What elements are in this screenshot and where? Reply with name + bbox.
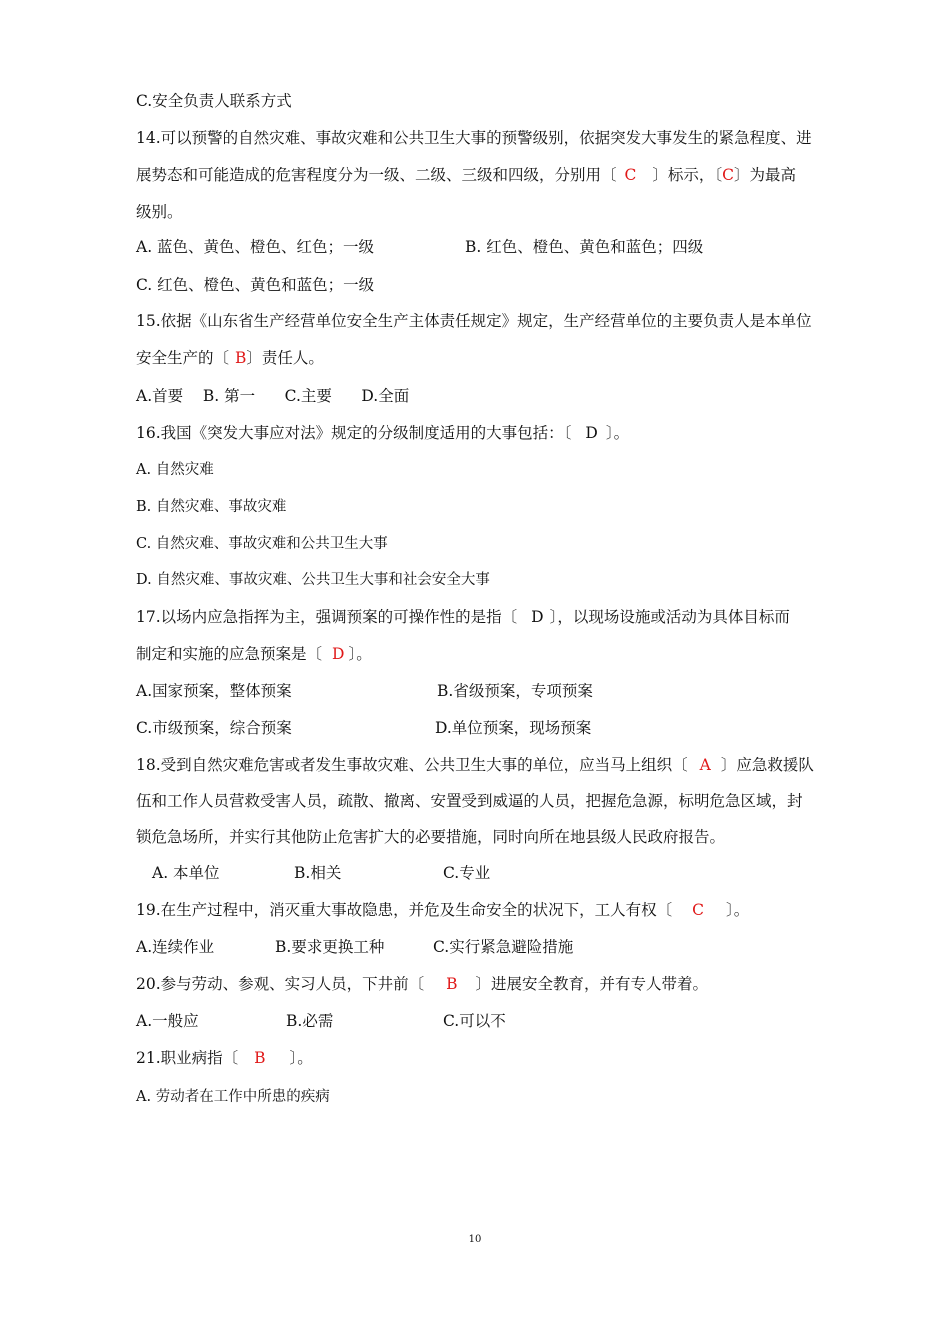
option-a: A.连续作业 [136, 938, 215, 956]
question-17-line-1 [136, 607, 790, 627]
option-c: C. 自然灾难、事故灾难和公共卫生大事 [136, 536, 388, 552]
text-segment: 〕。 [348, 645, 372, 663]
question-14-line-1: 14.可以预警的自然灾难、事故灾难和公共卫生大事的预警级别，依据突发大事发生的紧急程度、进 [136, 129, 812, 147]
answer-mark: B [254, 1049, 266, 1067]
option-b: B.要求更换工种 [275, 938, 385, 956]
answer-mark: C [624, 166, 637, 184]
option-b: B. 自然灾难、事故灾难 [136, 499, 287, 515]
text-segment: 20.参与劳动、参观、实习人员，下井前〔 [136, 975, 425, 993]
question-16-line-1 [136, 423, 629, 443]
answer-mark: C [692, 901, 705, 919]
text-segment: 17.以场内应急指挥为主，强调预案的可操作性的是指〔 [136, 608, 518, 626]
question-20-line-1 [136, 974, 708, 994]
option-line: C.安全负责人联系方式 [136, 92, 292, 110]
option-a: A. 本单位 [152, 864, 220, 882]
option-c: C. 红色、橙色、黄色和蓝色；一级 [136, 276, 375, 294]
answer-mark: D [332, 645, 345, 663]
option-c: C.可以不 [443, 1012, 506, 1030]
option-b: B. 红色、橙色、黄色和蓝色；四级 [465, 238, 704, 256]
text-segment: 〕。 [289, 1049, 313, 1067]
text-segment: 〕。 [726, 901, 750, 919]
answer-mark: B [235, 349, 247, 367]
question-21-line-1 [136, 1048, 313, 1068]
option-a: A.一般应 [136, 1012, 199, 1030]
text-segment: 21.职业病指〔 [136, 1049, 239, 1067]
question-15-options: A.首要 B. 第一 C.主要 D.全面 [136, 387, 410, 405]
answer-mark: A [699, 756, 711, 774]
option-b: B.相关 [294, 864, 342, 882]
text-segment: 展势态和可能造成的危害程度分为一级、二级、三级和四级，分别用〔 [136, 166, 617, 184]
option-b: B.必需 [286, 1012, 334, 1030]
page-number: 10 [468, 1234, 482, 1245]
text-segment: 16.我国《突发大事应对法》规定的分级制度适用的大事包括：〔 [136, 424, 572, 442]
text-segment: 〕为最高 [734, 166, 797, 184]
text-segment: 〕标示，〔 [652, 166, 723, 184]
option-a: A. 自然灾难 [136, 462, 214, 478]
option-d: D. 自然灾难、事故灾难、公共卫生大事和社会安全大事 [136, 572, 490, 588]
answer-mark: B [446, 975, 458, 993]
option-a: A. 劳动者在工作中所患的疾病 [136, 1089, 330, 1105]
answer-mark: D [531, 608, 544, 626]
answer-mark: D [585, 424, 598, 442]
text-segment: 19.在生产过程中，消灭重大事故隐患，并危及生命安全的状况下，工人有权〔 [136, 901, 673, 919]
text-segment: 〕，以现场设施或活动为具体目标而 [549, 608, 790, 626]
text-segment: 〕进展安全教育，并有专人带着。 [475, 975, 709, 993]
question-19-line-1 [136, 900, 749, 920]
question-18-line-3: 锁危急场所，并实行其他防止危害扩大的必要措施，同时向所在地县级人民政府报告。 [136, 828, 726, 846]
option-a: A.国家预案，整体预案 [136, 682, 292, 700]
answer-mark: C [722, 166, 735, 184]
option-d: D.单位预案，现场预案 [435, 719, 592, 737]
option-a: A. 蓝色、黄色、橙色、红色；一级 [136, 238, 375, 256]
question-15-line-1: 15.依据《山东省生产经营单位安全生产主体责任规定》规定，生产经营单位的主要负责人是本单位 [136, 312, 812, 330]
question-18-line-1 [136, 755, 814, 775]
text-segment: 〕。 [605, 424, 630, 442]
text-segment: 18.受到自然灾难危害或者发生事故灾难、公共卫生大事的单位，应当马上组织〔 [136, 756, 688, 774]
text-segment: 制定和实施的应急预案是〔 [136, 645, 323, 663]
question-14-line-3: 级别。 [136, 203, 183, 221]
question-17-line-2 [136, 644, 372, 664]
text-segment: 安全生产的〔 [136, 349, 230, 367]
question-15-line-2 [136, 348, 324, 368]
option-c: C.市级预案，综合预案 [136, 719, 292, 737]
option-b: B.省级预案，专项预案 [437, 682, 593, 700]
question-18-line-2: 伍和工作人员营救受害人员，疏散、撤离、安置受到威逼的人员，把握危急源，标明危急区域，封 [136, 792, 803, 810]
option-c: C.专业 [443, 864, 491, 882]
question-14-line-2 [136, 165, 796, 185]
text-segment: 〕责任人。 [246, 349, 324, 367]
text-segment: 〕应急救援队 [720, 756, 814, 774]
option-c: C.实行紧急避险措施 [433, 938, 574, 956]
